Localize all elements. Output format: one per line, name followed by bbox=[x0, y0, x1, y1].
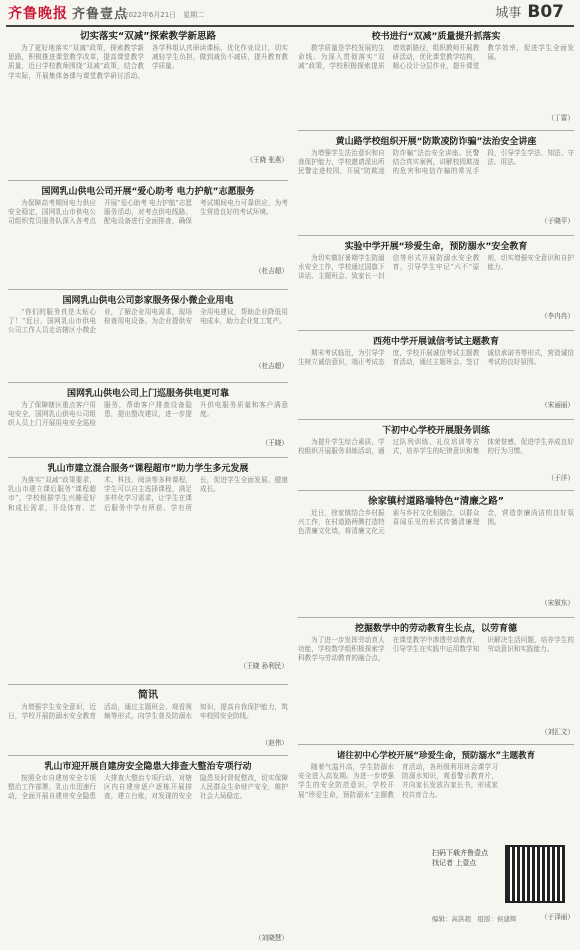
article-byline: （刘汇文） bbox=[541, 728, 574, 736]
article-body: 为切实做好暑期学生防溺水安全工作，学校通过国旗下讲话、主题班会、致家长一封信等形式开展防溺水安全教育，引导学生牢记“六不”原则，切实增强安全意识和自护能力。 bbox=[298, 254, 574, 281]
article-10 bbox=[298, 240, 574, 326]
article-2 bbox=[8, 185, 288, 285]
article-body: 期末考试临近，为引导学生树立诚信意识，端正考试态度，学校开展诚信考试主题教育活动，通过主题班会、签订诚信承诺书等形式，营造诚信考试的良好氛围。 bbox=[298, 349, 574, 367]
article-6 bbox=[8, 689, 288, 751]
article-title: 实验中学开展“珍爱生命，预防溺水”安全教育 bbox=[344, 242, 528, 252]
article-title: 挖掘数学中的劳动教育生长点，以劳育德 bbox=[354, 624, 517, 634]
article-title: 下初中心学校开展服务训练 bbox=[381, 426, 490, 436]
article-byline: （于晓平） bbox=[541, 217, 574, 225]
article-body: 为了保障辖区重点客户用电安全，国网乳山供电公司组织人员上门开展用电安全巡检服务，帮助客户排查设备隐患，提出整改建议，进一步提升供电服务质量和客户满意度。 bbox=[8, 401, 288, 428]
article-11 bbox=[298, 335, 574, 415]
article-title: 简讯 bbox=[138, 690, 158, 701]
article-byline: （宋丽丽） bbox=[541, 401, 574, 409]
article-body: 近日，徐家镇结合乡村振兴工作，在村道路两侧打造特色清廉文化墙，将清廉文化元素与乡村文化相融合，以群众喜闻乐见的形式传播清廉理念，营造崇廉尚洁的良好氛围。 bbox=[298, 509, 574, 536]
qr-caption: 扫码下载齐鲁壹点 找记者 上壹点 bbox=[432, 849, 488, 867]
article-byline: （于泽丽） bbox=[541, 913, 574, 921]
article-1 bbox=[8, 30, 288, 176]
article-title: 切实落实“双减”探索教学新思路 bbox=[80, 31, 216, 42]
header-rule bbox=[6, 25, 574, 27]
article-body: 随着气温升高，学生防溺水安全进入高发期。为进一步增强学生的安全防范意识，学校开展“珍爱生命，预防溺水”主题教育活动，各班级利用班会课学习防溺水知识，观看警示教育片，并向家长发放告家长书，形成家校共育合力。 bbox=[298, 763, 498, 799]
article-byline: （王晓） bbox=[261, 439, 288, 447]
article-byline: （宋叙东） bbox=[541, 599, 574, 607]
article-7 bbox=[8, 760, 288, 950]
article-title: 国网乳山供电公司彭家服务保小微企业用电 bbox=[62, 296, 234, 306]
article-title: 诸往初中心学校开展“珍爱生命，预防溺水”主题教育 bbox=[336, 751, 536, 761]
left-column bbox=[8, 30, 288, 942]
article-title: 乳山市迎开展自建房安全隐患大排查大整治专项行动 bbox=[44, 762, 252, 772]
article-body: 为了进一步发挥劳动育人功能，学校数学组积极探索学科教学与劳动教育的融合点，在课堂教学中渗透劳动教育，引导学生在实践中运用数学知识解决生活问题，培养学生的劳动意识和实践能力。 bbox=[298, 636, 574, 663]
article-title: 校书进行“双减”质量提升抓落实 bbox=[371, 32, 501, 42]
article-body: 为增强学生安全意识，近日，学校开展防溺水安全教育活动，通过主题班会、观看视频等形式，向学生普及防溺水知识，提高自我保护能力，筑牢校园安全防线。 bbox=[8, 703, 288, 721]
editor-credits: 编辑：高洪超 组版：侯建辉 bbox=[432, 915, 517, 923]
article-byline: （王晓 张燕） bbox=[246, 156, 288, 164]
article-title: 黄山路学校组织开展“防欺凌防诈骗”法治安全讲座 bbox=[335, 137, 537, 147]
article-title: 国网乳山供电公司开展“爱心助考 电力护航”志愿服务 bbox=[41, 187, 255, 197]
article-body: 为保障高考期间电力供应安全稳定，国网乳山市供电公司组织党员服务队深入各考点开展“爱心助考 电力护航”志愿服务活动，对考点供电线路、配电设备进行全面排查，确保考试期间电力可靠供应，为考生营造良好的考试环境。 bbox=[8, 199, 288, 226]
issue-date: 2022年6月21日 星期二 bbox=[124, 11, 205, 19]
article-body: 教学质量是学校发展的生命线。为深入贯彻落实“双减”政策，学校积极探索提质增效新路径，组织教师开展教研活动，优化课堂教学结构，精心设计分层作业，提升课堂教学效率，促进学生全面发展。 bbox=[298, 44, 574, 71]
article-8 bbox=[298, 30, 574, 126]
article-title: 徐家镇村道路墙特色“清廉之路” bbox=[368, 496, 504, 507]
logo-text: 齐鲁晚报 bbox=[8, 6, 68, 22]
article-title: 乳山市建立混合服务“课程超市”助力学生多元发展 bbox=[47, 464, 249, 474]
section-label: 城事 bbox=[495, 6, 522, 21]
article-body: 为落实“双减”政策要求，乳山市建立课后服务“课程超市”，学校根据学生兴趣爱好和成长需求，开设体育、艺术、科技、阅读等多种课程，学生可以自主选择课程，满足多样化学习需求，让学生在课后服务中学有所获、学有所长，促进学生全面发展、健康成长。 bbox=[8, 476, 288, 512]
article-13 bbox=[298, 495, 574, 613]
article-title: 西苑中学开展诚信考试主题教育 bbox=[372, 337, 499, 347]
article-byline: （刘晓慧） bbox=[255, 934, 288, 942]
article-byline: （杜吉超） bbox=[255, 267, 288, 275]
article-body: 为增强学生法治意识和自我保护能力，学校邀请派出所民警走进校园，开展“防欺凌防诈骗”法治安全讲座。民警结合真实案例，讲解校园欺凌的危害和电信诈骗的常见手段，引导学生学法、知法、守法、用法。 bbox=[298, 149, 574, 176]
article-byline: （李冉冉） bbox=[541, 312, 574, 320]
page-number: B07 bbox=[527, 2, 564, 22]
article-byline: （赵伟） bbox=[261, 739, 288, 747]
article-body: “你们的服务真是太贴心了！”近日，国网乳山市供电公司工作人员走访辖区小微企业，了解企业用电需求，现场检查用电设备，为企业提供安全用电建议，帮助企业降低用电成本，助力企业复工复产。 bbox=[8, 308, 288, 335]
article-body: 为提升学生综合素质，学校组织开展服务训练活动，通过队列训练、礼仪培训等方式，培养学生的纪律意识和集体荣誉感，促进学生养成良好的行为习惯。 bbox=[298, 438, 574, 456]
article-byline: （杜吉超） bbox=[255, 362, 288, 370]
article-byline: （丁雷） bbox=[547, 114, 574, 122]
article-14 bbox=[298, 622, 574, 740]
article-3 bbox=[8, 294, 288, 378]
article-5 bbox=[8, 462, 288, 680]
article-body: 为了更好地落实“双减”政策，探索教学新思路，积极推进课堂教学改革，提高课堂教学质量，近日学校教师围绕“双减”政策，结合教学实际，开展集体备课与课堂教学研讨活动。各学科组认真研读课标，优化作业设计，切实减轻学生负担，做到减负不减质，提升教育教学质量。 bbox=[8, 44, 288, 80]
page-header bbox=[0, 0, 580, 24]
article-body: 按照全市自建房安全专项整治工作部署，乳山市迅速行动，全面开展自建房安全隐患大排查大整治专项行动，对辖区内自建房逐户逐栋开展排查，建立台账，对发现的安全隐患及时督促整改，切实保障人民群众生命财产安全，维护社会大局稳定。 bbox=[8, 774, 288, 801]
qr-code bbox=[505, 845, 565, 903]
right-column bbox=[298, 30, 574, 930]
logo-sub: 齐鲁壹点 bbox=[72, 7, 129, 22]
article-title: 国网乳山供电公司上门巡服务供电更可靠 bbox=[66, 389, 229, 399]
article-9 bbox=[298, 135, 574, 231]
newspaper-logo bbox=[8, 3, 128, 23]
article-byline: （王晓 孙利民） bbox=[239, 662, 288, 670]
article-4 bbox=[8, 387, 288, 453]
section-title bbox=[495, 2, 564, 22]
article-byline: （于洋） bbox=[547, 474, 574, 482]
article-12 bbox=[298, 424, 574, 486]
